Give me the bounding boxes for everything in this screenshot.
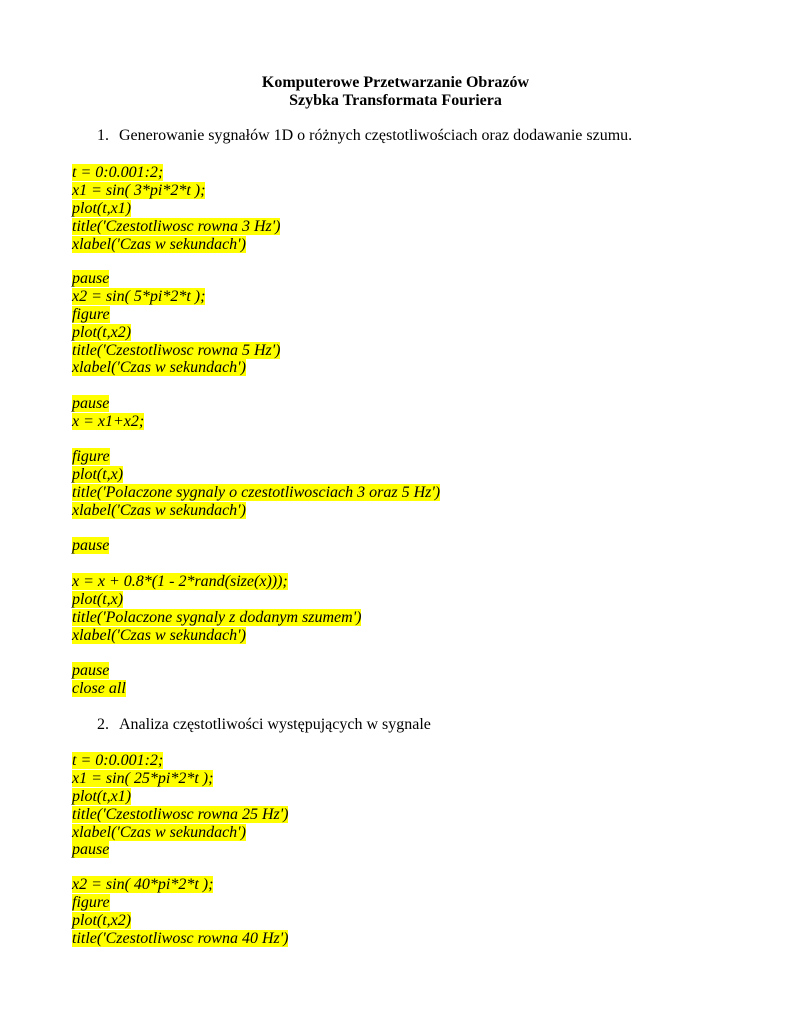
- code-line: [72, 609, 361, 627]
- code-line-text: x1 = sin( 3*pi*2*t );: [72, 181, 206, 199]
- code-line-text: figure: [72, 893, 110, 911]
- code-block-4: [72, 448, 440, 520]
- code-line-text: title('Czestotliwosc rowna 25 Hz'): [72, 805, 289, 823]
- code-line-text: pause: [72, 537, 110, 554]
- code-line: [72, 752, 288, 770]
- code-line-text: close all: [72, 679, 126, 697]
- section-number: 2.: [97, 716, 109, 733]
- code-line: [72, 342, 280, 360]
- code-line-text: title('Czestotliwosc rowna 40 Hz'): [72, 929, 289, 947]
- code-line: [72, 236, 280, 254]
- code-line-text: t = 0:0.001:2;: [72, 164, 164, 181]
- code-line: [72, 466, 440, 484]
- code-line: [72, 395, 144, 413]
- code-line: [72, 591, 361, 609]
- code-line: [72, 876, 288, 894]
- code-line-text: t = 0:0.001:2;: [72, 752, 164, 769]
- code-line-text: title('Polaczone sygnaly z dodanym szumem'): [72, 608, 362, 626]
- code-line: [72, 912, 288, 930]
- code-line-text: pause: [72, 841, 110, 859]
- code-line: [72, 841, 288, 859]
- document-title: Komputerowe Przetwarzanie Obrazów: [261, 74, 530, 91]
- code-line: [72, 484, 440, 502]
- code-line-text: title('Czestotliwosc rowna 5 Hz'): [72, 341, 281, 359]
- document-subtitle: Szybka Transformata Fouriera: [289, 92, 502, 109]
- code-line: [72, 288, 280, 306]
- code-line: [72, 680, 126, 698]
- code-line-text: plot(t,x): [72, 590, 124, 608]
- code-line-text: plot(t,x1): [72, 787, 132, 805]
- section-heading-2: [97, 716, 431, 734]
- code-line: [72, 537, 109, 555]
- code-block-5: [72, 537, 109, 555]
- section-heading-text: Generowanie sygnałów 1D o różnych częstotliwościach oraz dodawanie szumu.: [119, 127, 633, 144]
- code-line: [72, 627, 361, 645]
- code-line: [72, 894, 288, 912]
- code-line: [72, 182, 280, 200]
- code-line: [72, 930, 288, 948]
- code-line: [72, 306, 280, 324]
- code-block-8: [72, 752, 288, 859]
- section-heading-1: [97, 127, 632, 145]
- code-line-text: x2 = sin( 40*pi*2*t );: [72, 876, 214, 893]
- code-line-text: figure: [72, 305, 110, 323]
- code-block-6: [72, 573, 361, 645]
- code-line: [72, 573, 361, 591]
- code-line: [72, 359, 280, 377]
- code-line: [72, 413, 144, 431]
- code-line-text: title('Polaczone sygnaly o czestotliwosciach 3 oraz 5 Hz'): [72, 483, 441, 501]
- code-line-text: pause: [72, 662, 110, 679]
- code-line: [72, 770, 288, 788]
- code-line-text: xlabel('Czas w sekundach'): [72, 235, 246, 253]
- code-line-text: title('Czestotliwosc rowna 3 Hz'): [72, 217, 281, 235]
- code-line: [72, 662, 126, 680]
- code-block-2: [72, 270, 280, 377]
- code-line: [72, 788, 288, 806]
- section-number: 1.: [97, 127, 109, 144]
- code-line-text: plot(t,x2): [72, 323, 132, 341]
- code-line-text: pause: [72, 395, 110, 412]
- code-line-text: plot(t,x1): [72, 199, 132, 217]
- code-line: [72, 448, 440, 466]
- code-line: [72, 200, 280, 218]
- code-line-text: x1 = sin( 25*pi*2*t );: [72, 769, 214, 787]
- section-heading-text: Analiza częstotliwości występujących w sygnale: [119, 716, 431, 733]
- code-line-text: xlabel('Czas w sekundach'): [72, 359, 246, 377]
- code-line-text: xlabel('Czas w sekundach'): [72, 501, 246, 519]
- code-line: [72, 806, 288, 824]
- code-block-9: [72, 876, 288, 948]
- code-line: [72, 218, 280, 236]
- code-line: [72, 824, 288, 842]
- code-line-text: figure: [72, 448, 110, 465]
- code-line: [72, 324, 280, 342]
- code-block-1: [72, 164, 280, 253]
- code-line-text: x2 = sin( 5*pi*2*t );: [72, 287, 206, 305]
- code-line: [72, 164, 280, 182]
- code-line-text: plot(t,x2): [72, 911, 132, 929]
- code-line-text: x = x + 0.8*(1 - 2*rand(size(x)));: [72, 573, 288, 590]
- code-block-3: [72, 395, 144, 431]
- code-line: [72, 502, 440, 520]
- code-line-text: plot(t,x): [72, 465, 124, 483]
- code-block-7: [72, 662, 126, 698]
- code-line-text: xlabel('Czas w sekundach'): [72, 823, 246, 841]
- code-line: [72, 270, 280, 288]
- code-line-text: pause: [72, 270, 110, 287]
- code-line-text: x = x1+x2;: [72, 412, 145, 430]
- code-line-text: xlabel('Czas w sekundach'): [72, 626, 246, 644]
